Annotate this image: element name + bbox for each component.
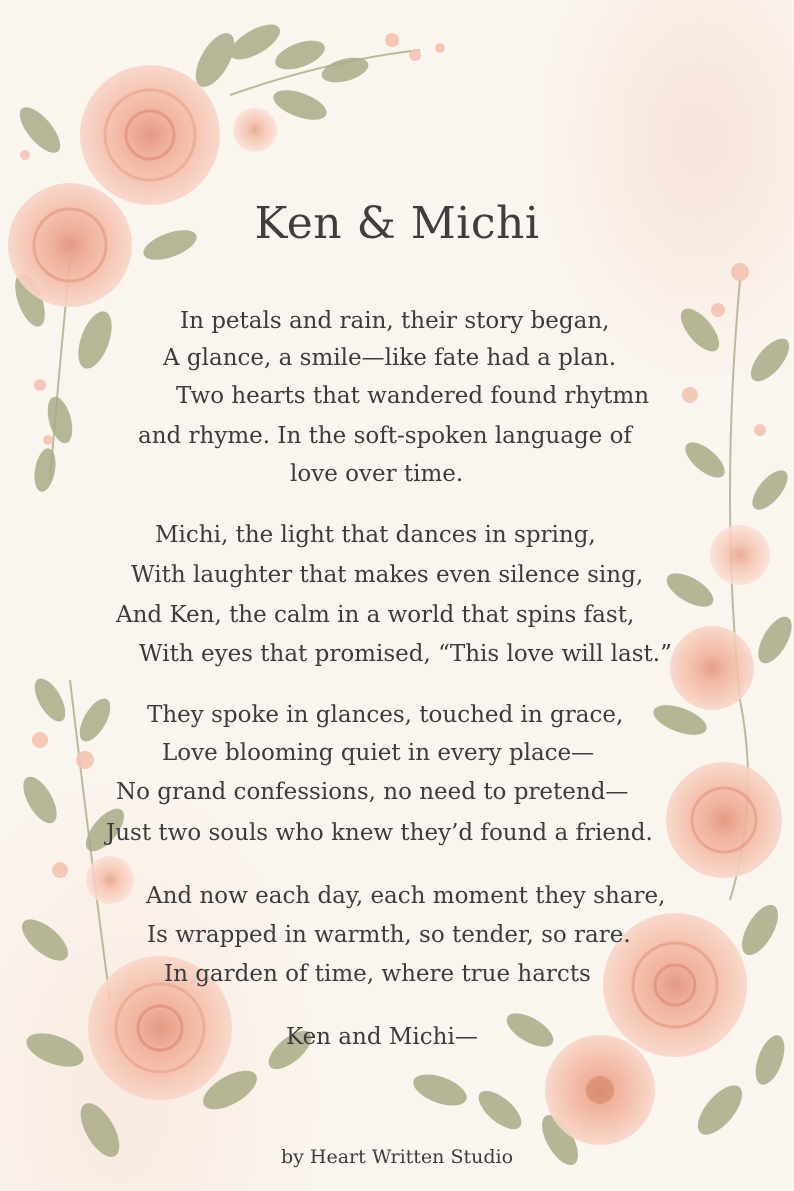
poem-line: Ken and Michi— (286, 1024, 478, 1050)
poem-line: Two hearts that wandered found rhytmn (176, 383, 650, 409)
poem-line: In petals and rain, their story began, (180, 308, 610, 334)
right-floral-vine (650, 263, 794, 961)
poem-line: With laughter that makes even silence sing, (131, 562, 644, 588)
poem-line: In garden of time, where true harcts (164, 961, 591, 987)
poem-line: and rhyme. In the soft-spoken language of (138, 423, 632, 449)
poem-line: They spoke in glances, touched in grace, (147, 702, 624, 728)
poem-title: Ken & Michi (254, 198, 540, 249)
poem-line: With eyes that promised, “This love will last.” (139, 641, 672, 667)
poem-line: A glance, a smile—like fate had a plan. (163, 345, 617, 371)
poem-line: Is wrapped in warmth, so tender, so rare. (147, 922, 631, 948)
poem-line: Just two souls who knew they’d found a friend. (106, 820, 653, 846)
poem-line: And now each day, each moment they share, (146, 883, 666, 909)
poem-line: No grand confessions, no need to pretend— (116, 779, 629, 805)
studio-signature: by Heart Written Studio (280, 1146, 514, 1168)
poem-line: love over time. (290, 461, 464, 487)
poem-line: Love blooming quiet in every place— (162, 740, 595, 766)
poem-line: And Ken, the calm in a world that spins fast, (116, 602, 635, 628)
poem-line: Michi, the light that dances in spring, (155, 522, 596, 548)
